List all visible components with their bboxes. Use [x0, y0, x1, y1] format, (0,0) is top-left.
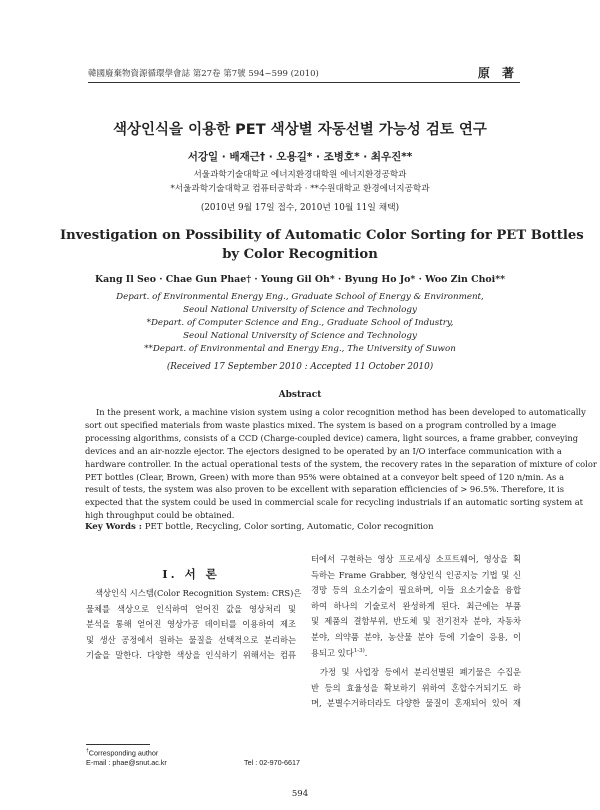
korean-affiliation-line: 서울과학기술대학교 에너지환경대학원 에너지환경공학과: [193, 170, 407, 180]
footnote-email: E-mail : phae@snut.ac.kr: [86, 758, 167, 768]
english-authors: Kang Il Seo · Chae Gun Phae† · Young Gil Oh* · Byung Ho Jo* · Woo Zin Choi**: [94, 274, 506, 285]
body-line-text: .: [364, 647, 368, 658]
body-line: 득하는 Frame Grabber, 형상인식 인공지능 기법 및 신: [311, 569, 521, 580]
abstract-line: In the present work, a machine vision system using a color recognition method has been developed to automatically: [96, 407, 586, 417]
body-line-text: 용되고 있다: [311, 647, 354, 658]
english-affiliation-line: *Depart. of Computer Science and Eng., Graduate School of Industry,: [146, 318, 454, 328]
english-title-line: by Color Recognition: [222, 247, 378, 262]
body-line-with-citation: [311, 646, 521, 662]
body-line: 기술을 말한다. 다양한 색상을 인식하기 위해서는 컴퓨: [86, 650, 296, 661]
footnote-rule: [86, 744, 150, 745]
english-title-line: Investigation on Possibility of Automatic Color Sorting for PET Bottles: [60, 228, 584, 243]
abstract-line: PET bottles (Clear, Brown, Green) with more than 95% were obtained at a conveyor belt speed of 120 n/min. As a: [85, 471, 565, 482]
body-line: 며, 분별수거하더라도 다양한 물질이 혼재되어 있어 재: [311, 698, 521, 709]
english-affiliation-line: **Depart. of Environmental and Energy Eng., The University of Suwon: [144, 344, 456, 354]
footnote-mark: †: [86, 748, 89, 754]
header-rule: [88, 82, 520, 83]
body-line: 분석을 통해 얻어진 영상가공 데이터를 이용하여 제조: [86, 619, 296, 630]
abstract-line: processing algorithms, consists of a CCD (Charge-coupled device) camera, light sources, a frame grabber, conveying: [85, 432, 579, 443]
abstract-line: sort out specified materials from waste plastics mixed. The system is based on a program controlled by a image: [85, 419, 557, 430]
article-type-label: 原 著: [477, 66, 518, 80]
footnote-contact: [86, 758, 300, 768]
keywords-text: PET bottle, Recycling, Color sorting, Automatic, Color recognition: [141, 522, 434, 532]
korean-affiliation-line: *서울과학기술대학교 컴퓨터공학과 · **수원대학교 환경에너지공학과: [170, 184, 430, 194]
left-column: [86, 586, 302, 664]
abstract-line: expected that the system could be used in commercial scale for recycling industrials if an automatic sorting system at: [85, 497, 584, 508]
footnote-tel: Tel : 02-970-6617: [244, 758, 300, 768]
page-number: 594: [291, 789, 309, 799]
abstract-heading: Abstract: [278, 390, 322, 400]
body-line: 반 등의 효율성을 확보하기 위하여 혼합수거되기도 하: [311, 682, 521, 693]
korean-dates: (2010년 9월 17일 접수, 2010년 10월 11일 채택): [200, 203, 400, 213]
citation-ref: 1-3): [353, 647, 365, 654]
footnote-corresponding: [86, 746, 300, 758]
abstract-line: devices and an air-nozzle ejector. The ejectors designed to be operated by an I/O interface communication with a: [85, 445, 562, 456]
corresponding-author-label: Corresponding author: [88, 748, 159, 758]
korean-authors: 서강일 · 배재근† · 오용길* · 조병호* · 최우진**: [187, 151, 413, 163]
body-line: 분야, 의약품 분야, 농산물 분야 등에 기술이 응용, 이: [311, 631, 521, 642]
english-affiliation-line: Depart. of Environmental Energy Eng., Graduate School of Energy & Environment,: [116, 292, 484, 302]
body-line: 색상인식 시스템(Color Recognition System: CRS)은: [95, 588, 302, 598]
english-dates: (Received 17 September 2010 : Accepted 11 October 2010): [166, 362, 434, 372]
body-line: 및 생산 공정에서 원하는 물질을 선택적으로 분리하는: [86, 634, 296, 645]
running-header: [88, 64, 520, 82]
right-column: [311, 552, 521, 712]
abstract-line: hardware controller. In the actual operational tests of the system, the recovery rates in the separation of mixture of color: [85, 458, 597, 469]
body-line: 물체를 색상으로 인식하여 얻어진 값을 영상처리 및: [86, 603, 296, 614]
section-heading: I. 서 론: [162, 567, 220, 581]
abstract-body: [85, 406, 597, 522]
body-line: 터에서 구현하는 영상 프로세싱 소프트웨어, 영상을 획: [311, 554, 521, 564]
abstract-line: result of tests, the system was also proven to be excellent with separation efficiencies of > 96.5%. Therefore, it is: [85, 484, 564, 495]
body-line: 가정 및 사업장 등에서 분리선별된 폐기물은 수집운: [320, 667, 521, 678]
keywords-label: Key Words :: [85, 522, 142, 532]
body-line: 경망 등의 요소기술이 필요하며, 이들 요소기술을 융합: [311, 585, 521, 596]
abstract-line: high throughput could be obtained.: [85, 510, 235, 521]
english-affiliation-line: Seoul National University of Science and Technology: [183, 331, 417, 341]
english-affiliation-line: Seoul National University of Science and Technology: [183, 305, 417, 315]
keywords: [85, 522, 521, 532]
english-affiliations: [60, 291, 540, 356]
body-line: 하여 하나의 기술로서 완성하게 된다. 최근에는 부품: [311, 600, 521, 611]
body-line: 및 제품의 결함부위, 반도체 및 전기전자 분야, 자동차: [311, 616, 521, 627]
korean-title: 색상인식을 이용한 PET 색상별 자동선별 가능성 검토 연구: [113, 122, 487, 138]
journal-reference: 韓國廢棄物資源循環學會誌 第27卷 第7號 594~599 (2010): [88, 69, 319, 79]
english-title: [60, 226, 584, 264]
footnote: [86, 746, 300, 768]
